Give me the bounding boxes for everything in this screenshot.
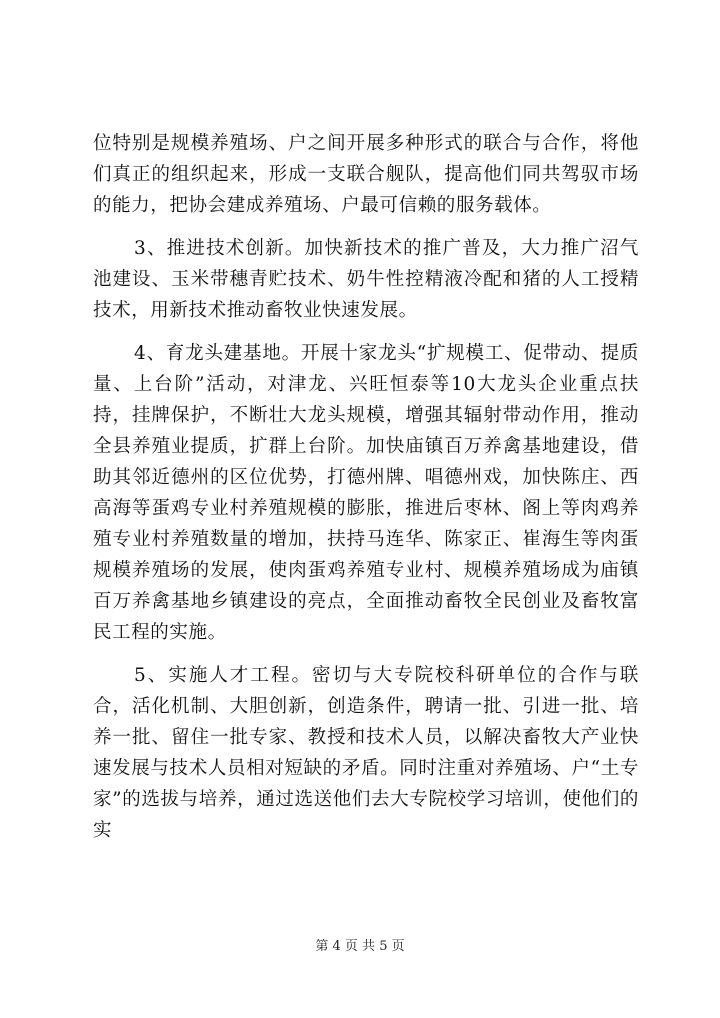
paragraph-tech-innovation: 3、推进技术创新。加快新技术的推广普及，大力推广沼气池建设、玉米带穗青贮技术、奶牛性控精液冷配和猪的人工授精技术，用新技术推动畜牧业快速发展。 <box>93 238 639 321</box>
paragraph-leading-enterprises: 4、育龙头建基地。开展十家龙头“扩规模工、促带动、提质量、上台阶”活动，对津龙、兴旺恒泰等10大龙头企业重点扶持，挂牌保护，不断壮大龙头规模，增强其辐射带动作用，推动全县养殖业提质，扩群上台阶。加快庙镇百万养禽基地建设，借助其邻近德州的区位优势，打德州牌、唱德州戏，加快陈庄、西高海等蛋鸡专业村养殖规模的膨胀，推进后枣林、阁上等肉鸡养殖专业村养殖数量的增加，扶持马连华、陈家正、崔海生等肉蛋规模养殖场的发展，使肉蛋鸡养殖专业村、规模养殖场成为庙镇百万养禽基地乡镇建设的亮点，全面推动畜牧全民创业及畜牧富民工程的实施。 <box>93 343 639 643</box>
page-number-footer: 第 4 页 共 5 页 <box>315 939 405 954</box>
paragraph-continuation: 位特别是规模养殖场、户之间开展多种形式的联合与合作，将他们真正的组织起来，形成一支联合舰队，提高他们同共驾驭市场的能力，把协会建成养殖场、户最可信赖的服务载体。 <box>93 133 639 216</box>
paragraph-talent-project: 5、实施人才工程。密切与大专院校科研单位的合作与联合，活化机制、大胆创新，创造条件，聘请一批、引进一批、培养一批、留住一批专家、教授和技术人员，以解决畜牧大产业快速发展与技术人员相对短缺的矛盾。同时注重对养殖场、户“土专家”的选拔与培养，通过选送他们去大专院校学习培训，使他们的实 <box>93 665 639 841</box>
document-body <box>93 128 639 858</box>
